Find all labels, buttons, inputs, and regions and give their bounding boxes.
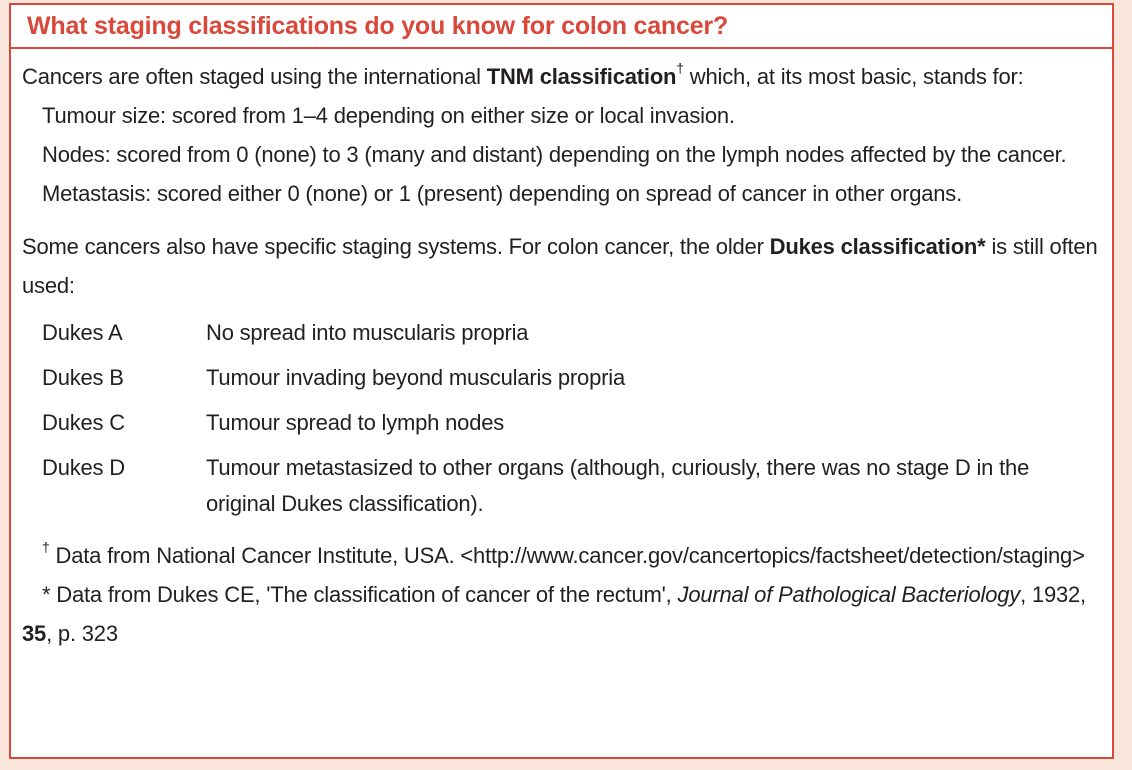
tnm-item-metastasis [22,174,1100,213]
footnotes [22,536,1100,653]
dukes-classification-term: Dukes classification* [769,234,986,259]
dukes-stage: Dukes D [42,455,125,480]
dukes-row [42,315,1100,351]
footnote-journal: Journal of Pathological Bacteriology [677,582,1021,607]
tnm-letter-n: N [42,142,58,167]
dukes-row [42,360,1100,396]
tnm-intro [22,57,1100,96]
dukes-description: Tumour invading beyond muscularis propria [206,365,625,390]
title-bar [11,5,1112,49]
footnote-year: , 1932, [1020,582,1086,607]
tnm-text-n: odes: scored from 0 (none) to 3 (many and distant) depending on the lymph nodes affected by the cancer. [57,142,1067,167]
footnote-star-text: Data from Dukes CE, 'The classification of cancer of the rectum', [50,582,678,607]
footnote-volume: 35 [22,621,47,646]
footnote-dagger [22,536,1100,575]
dukes-row [42,405,1100,441]
footnote-star [22,575,1100,653]
dukes-description: Tumour metastasized to other organs (although, curiously, there was no stage D in the original Dukes classification). [206,455,1030,516]
dukes-intro-text: Some cancers also have specific staging systems. For colon cancer, the older [22,234,770,259]
dukes-intro-rest: is still often used: [22,234,1098,298]
footnote-dagger-mark: † [42,538,50,555]
info-box [9,3,1114,759]
tnm-text-t: umour size: scored from 1–4 depending on either size or local invasion. [54,103,735,128]
box-content [11,49,1112,653]
tnm-text-m: etastasis: scored either 0 (none) or 1 (present) depending on spread of cancer in other organs. [60,181,963,206]
box-title: What staging classifications do you know for colon cancer? [27,11,729,40]
tnm-intro-rest: which, at its most basic, stands for: [683,64,1024,89]
dukes-row [42,450,1100,522]
dukes-stage: Dukes A [42,320,123,345]
tnm-item-nodes [22,135,1100,174]
tnm-letter-m: M [42,181,61,206]
dagger-marker: † [676,59,684,76]
tnm-item-tumour [22,96,1100,135]
footnote-dagger-text: Data from National Cancer Institute, USA. <http://www.cancer.gov/cancertopics/factsheet/detection/staging> [49,543,1085,568]
tnm-letter-t: T [42,103,55,128]
dukes-description: No spread into muscularis propria [206,320,529,345]
dukes-stage: Dukes B [42,365,124,390]
tnm-intro-text: Cancers are often staged using the international [22,64,487,89]
tnm-classification-term: TNM classification [486,64,677,89]
footnote-star-mark: * [42,582,51,607]
dukes-stage: Dukes C [42,410,125,435]
footnote-pages: , p. 323 [46,621,118,646]
dukes-intro [22,227,1100,305]
dukes-description: Tumour spread to lymph nodes [206,410,505,435]
dukes-table [22,315,1100,522]
